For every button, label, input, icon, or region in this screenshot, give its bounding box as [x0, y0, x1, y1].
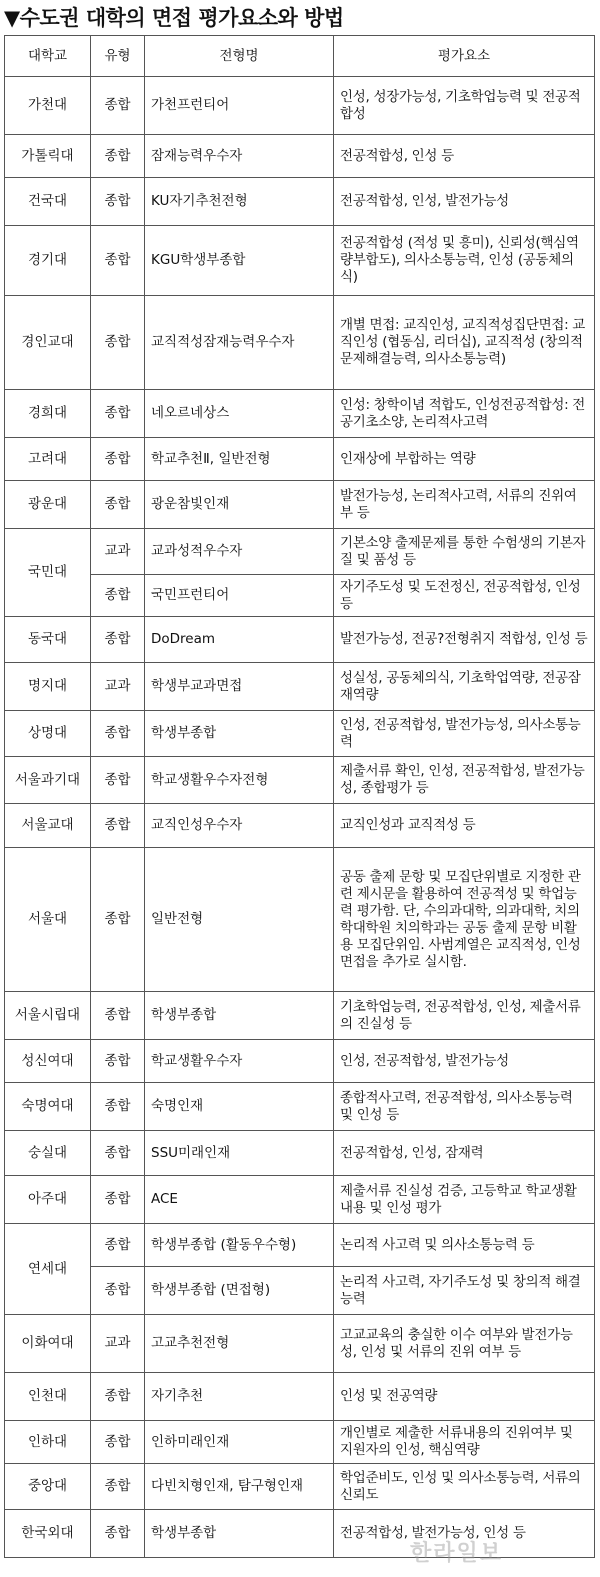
table-row	[5, 575, 595, 617]
interview-criteria-table	[4, 35, 595, 1558]
cell-university: 상명대	[5, 711, 91, 757]
cell-evaluation: 고교교육의 충실한 이수 여부와 발전가능성, 인성 및 서류의 진위 여부 등	[334, 1315, 595, 1373]
table-row	[5, 1510, 595, 1558]
watermark-logo: 한라일보	[410, 1541, 504, 1566]
cell-university: 경기대	[5, 226, 91, 296]
cell-admission-name: 인하미래인재	[145, 1421, 334, 1464]
cell-admission-name: 고교추천전형	[145, 1315, 334, 1373]
cell-type: 교과	[91, 663, 145, 711]
table-row	[5, 1421, 595, 1464]
cell-university: 경희대	[5, 390, 91, 438]
cell-type: 종합	[91, 848, 145, 992]
cell-type: 종합	[91, 77, 145, 135]
cell-university: 성신여대	[5, 1040, 91, 1083]
cell-type: 종합	[91, 390, 145, 438]
cell-admission-name: 학생부종합	[145, 1510, 334, 1558]
cell-type: 종합	[91, 178, 145, 226]
table-header-row	[5, 36, 595, 77]
cell-admission-name: DoDream	[145, 617, 334, 663]
cell-type: 종합	[91, 992, 145, 1040]
cell-type: 종합	[91, 1083, 145, 1131]
cell-type: 종합	[91, 804, 145, 848]
cell-type: 교과	[91, 1315, 145, 1373]
cell-admission-name: 일반전형	[145, 848, 334, 992]
table-row	[5, 1315, 595, 1373]
table-title: ▼수도권 대학의 면접 평가요소와 방법	[4, 6, 344, 30]
cell-evaluation: 기초학업능력, 전공적합성, 인성, 제출서류의 진실성 등	[334, 992, 595, 1040]
table-row	[5, 438, 595, 481]
table-row	[5, 757, 595, 804]
cell-university: 이화여대	[5, 1315, 91, 1373]
cell-type: 교과	[91, 529, 145, 575]
cell-university: 가톨릭대	[5, 135, 91, 178]
cell-evaluation: 제출서류 확인, 인성, 전공적합성, 발전가능성, 종합평가 등	[334, 757, 595, 804]
cell-admission-name: 숙명인재	[145, 1083, 334, 1131]
cell-type: 종합	[91, 1131, 145, 1176]
cell-admission-name: 학생부종합 (면접형)	[145, 1267, 334, 1315]
cell-evaluation: 전공적합성, 인성 등	[334, 135, 595, 178]
cell-type: 종합	[91, 711, 145, 757]
cell-type: 종합	[91, 617, 145, 663]
cell-evaluation: 기본소양 출제문제를 통한 수험생의 기본자질 및 품성 등	[334, 529, 595, 575]
table-row	[5, 481, 595, 529]
header-type: 유형	[91, 36, 145, 77]
table-row	[5, 529, 595, 575]
cell-admission-name: 학생부종합	[145, 992, 334, 1040]
cell-type: 종합	[91, 757, 145, 804]
cell-university: 서울과기대	[5, 757, 91, 804]
cell-evaluation: 인성: 창학이념 적합도, 인성전공적합성: 전공기초소양, 논리적사고력	[334, 390, 595, 438]
cell-university: 중앙대	[5, 1464, 91, 1510]
cell-evaluation: 논리적 사고력 및 의사소통능력 등	[334, 1224, 595, 1267]
cell-evaluation: 논리적 사고력, 자기주도성 및 창의적 해결 능력	[334, 1267, 595, 1315]
cell-evaluation: 전공적합성 (적성 및 흥미), 신뢰성(핵심역량부합도), 의사소통능력, 인성 (공동체의식)	[334, 226, 595, 296]
cell-evaluation: 성실성, 공동체의식, 기초학업역량, 전공잠재역량	[334, 663, 595, 711]
cell-admission-name: SSU미래인재	[145, 1131, 334, 1176]
cell-admission-name: 학생부종합 (활동우수형)	[145, 1224, 334, 1267]
cell-admission-name: 교직적성잠재능력우수자	[145, 296, 334, 390]
cell-type: 종합	[91, 1373, 145, 1421]
cell-admission-name: 네오르네상스	[145, 390, 334, 438]
cell-admission-name: 교직인성우수자	[145, 804, 334, 848]
cell-evaluation: 학업준비도, 인성 및 의사소통능력, 서류의 신뢰도	[334, 1464, 595, 1510]
cell-university: 서울시립대	[5, 992, 91, 1040]
cell-admission-name: KU자기추천전형	[145, 178, 334, 226]
cell-university: 경인교대	[5, 296, 91, 390]
cell-type: 종합	[91, 1040, 145, 1083]
table-row	[5, 663, 595, 711]
cell-evaluation: 인성, 성장가능성, 기초학업능력 및 전공적합성	[334, 77, 595, 135]
cell-admission-name: 다빈치형인재, 탐구형인재	[145, 1464, 334, 1510]
table-row	[5, 617, 595, 663]
cell-evaluation: 인재상에 부합하는 역량	[334, 438, 595, 481]
cell-evaluation: 공동 출제 문항 및 모집단위별로 지정한 관련 제시문을 활용하여 전공적성 및 학업능력 평가함. 단, 수의과대학, 의과대학, 치의학대학원 치의학과는 공동 출제 문항 비활용 모집단위임. 사범계열은 교직적성, 인성면접을 추가로 실시함.	[334, 848, 595, 992]
table-row	[5, 992, 595, 1040]
table-row	[5, 711, 595, 757]
cell-type: 종합	[91, 1224, 145, 1267]
table-row	[5, 1464, 595, 1510]
cell-evaluation: 인성, 전공적합성, 발전가능성, 의사소통능력	[334, 711, 595, 757]
table-row	[5, 1176, 595, 1224]
cell-admission-name: 광운참빛인재	[145, 481, 334, 529]
cell-admission-name: 학교추천Ⅱ, 일반전형	[145, 438, 334, 481]
cell-university: 동국대	[5, 617, 91, 663]
cell-university: 광운대	[5, 481, 91, 529]
cell-evaluation: 종합적사고력, 전공적합성, 의사소통능력 및 인성 등	[334, 1083, 595, 1131]
cell-evaluation: 교직인성과 교직적성 등	[334, 804, 595, 848]
cell-admission-name: 자기추천	[145, 1373, 334, 1421]
cell-admission-name: 국민프런티어	[145, 575, 334, 617]
cell-evaluation: 제출서류 진실성 검증, 고등학교 학교생활 내용 및 인성 평가	[334, 1176, 595, 1224]
cell-type: 종합	[91, 575, 145, 617]
table-row	[5, 135, 595, 178]
table-row	[5, 296, 595, 390]
cell-university: 인천대	[5, 1373, 91, 1421]
cell-type: 종합	[91, 226, 145, 296]
cell-evaluation: 전공적합성, 인성, 잠재력	[334, 1131, 595, 1176]
table-row	[5, 804, 595, 848]
cell-university: 인하대	[5, 1421, 91, 1464]
cell-evaluation: 개별 면접: 교직인성, 교직적성집단면접: 교직인성 (협동심, 리더십), 교직적성 (창의적 문제해결능력, 의사소통능력)	[334, 296, 595, 390]
cell-university: 서울대	[5, 848, 91, 992]
cell-evaluation: 개인별로 제출한 서류내용의 진위여부 및 지원자의 인성, 핵심역량	[334, 1421, 595, 1464]
cell-admission-name: 학생부교과면접	[145, 663, 334, 711]
header-evaluation: 평가요소	[334, 36, 595, 77]
cell-university: 숭실대	[5, 1131, 91, 1176]
cell-type: 종합	[91, 135, 145, 178]
cell-university: 연세대	[5, 1224, 91, 1315]
table-row	[5, 390, 595, 438]
table-row	[5, 178, 595, 226]
cell-university: 아주대	[5, 1176, 91, 1224]
cell-university: 고려대	[5, 438, 91, 481]
table-row	[5, 1373, 595, 1421]
cell-type: 종합	[91, 296, 145, 390]
cell-admission-name: 학생부종합	[145, 711, 334, 757]
cell-admission-name: 학교생활우수자전형	[145, 757, 334, 804]
cell-evaluation: 전공적합성, 발전가능성, 인성 등	[334, 1510, 595, 1558]
cell-university: 숙명여대	[5, 1083, 91, 1131]
cell-admission-name: 교과성적우수자	[145, 529, 334, 575]
cell-admission-name: 가천프런티어	[145, 77, 334, 135]
cell-type: 종합	[91, 1176, 145, 1224]
cell-admission-name: ACE	[145, 1176, 334, 1224]
cell-type: 종합	[91, 1421, 145, 1464]
cell-type: 종합	[91, 438, 145, 481]
cell-admission-name: 학교생활우수자	[145, 1040, 334, 1083]
cell-university: 서울교대	[5, 804, 91, 848]
cell-university: 명지대	[5, 663, 91, 711]
cell-evaluation: 발전가능성, 전공?전형취지 적합성, 인성 등	[334, 617, 595, 663]
cell-evaluation: 전공적합성, 인성, 발전가능성	[334, 178, 595, 226]
header-admission-name: 전형명	[145, 36, 334, 77]
table-row	[5, 1131, 595, 1176]
cell-admission-name: KGU학생부종합	[145, 226, 334, 296]
cell-university: 한국외대	[5, 1510, 91, 1558]
cell-type: 종합	[91, 1267, 145, 1315]
cell-university: 가천대	[5, 77, 91, 135]
table-row	[5, 1040, 595, 1083]
cell-evaluation: 발전가능성, 논리적사고력, 서류의 진위여부 등	[334, 481, 595, 529]
table-row	[5, 226, 595, 296]
table-row	[5, 77, 595, 135]
cell-type: 종합	[91, 1464, 145, 1510]
cell-type: 종합	[91, 481, 145, 529]
cell-type: 종합	[91, 1510, 145, 1558]
cell-evaluation: 자기주도성 및 도전정신, 전공적합성, 인성 등	[334, 575, 595, 617]
cell-evaluation: 인성 및 전공역량	[334, 1373, 595, 1421]
cell-university: 국민대	[5, 529, 91, 617]
table-row	[5, 1224, 595, 1267]
cell-evaluation: 인성, 전공적합성, 발전가능성	[334, 1040, 595, 1083]
table-row	[5, 848, 595, 992]
header-university: 대학교	[5, 36, 91, 77]
cell-university: 건국대	[5, 178, 91, 226]
cell-admission-name: 잠재능력우수자	[145, 135, 334, 178]
table-row	[5, 1083, 595, 1131]
table-row	[5, 1267, 595, 1315]
